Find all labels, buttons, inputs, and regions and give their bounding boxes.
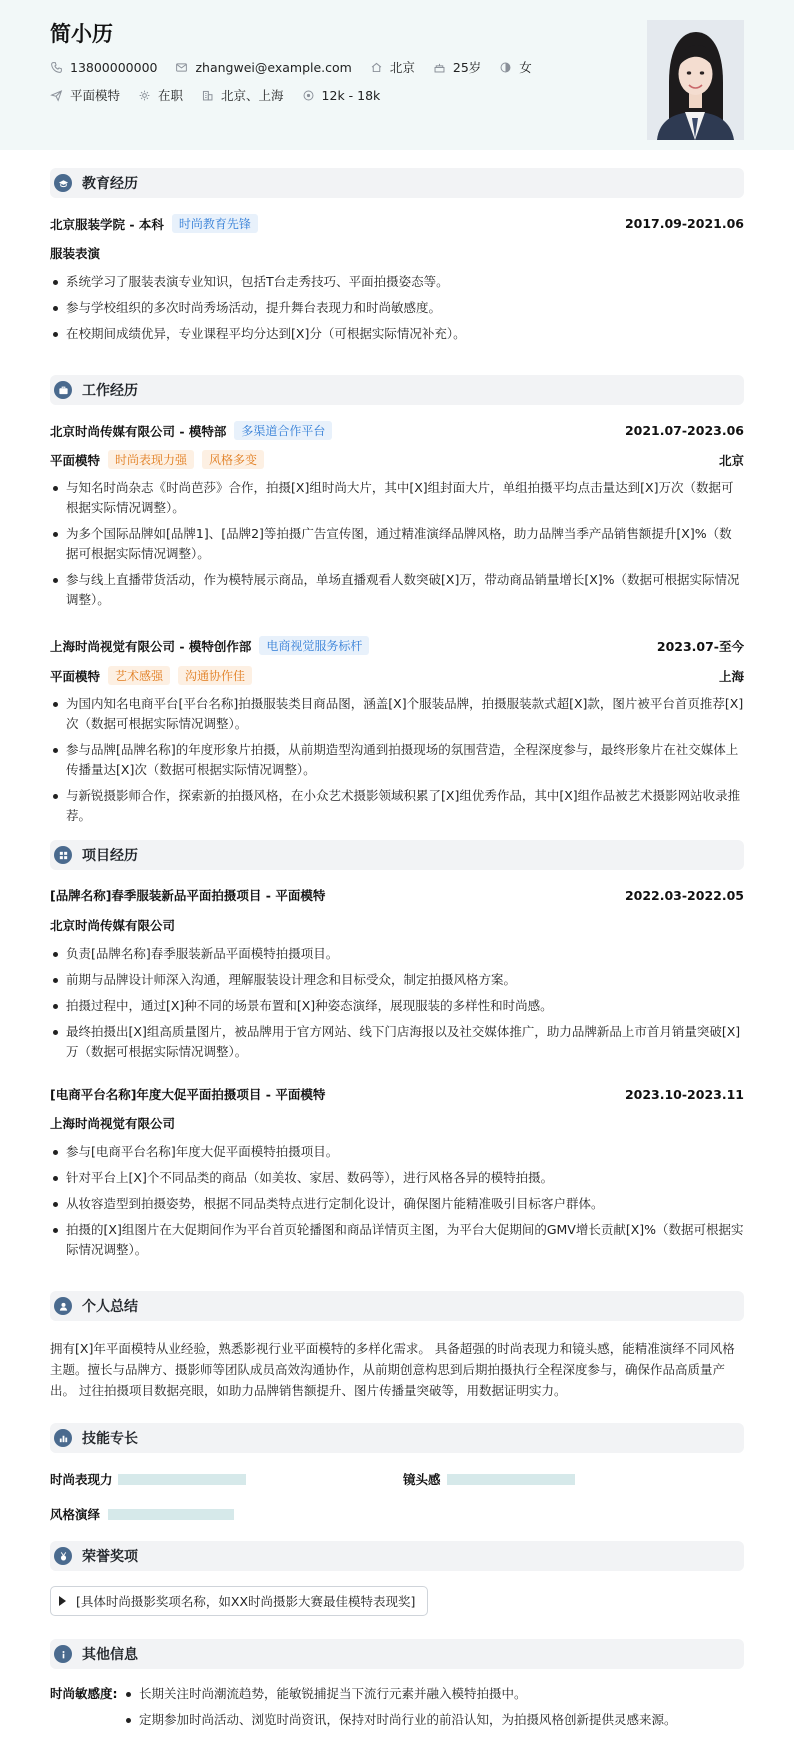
education-date: 2017.09-2021.06 <box>624 216 744 231</box>
skill-bar-fill <box>447 1474 575 1485</box>
gender-icon <box>499 61 512 74</box>
salary-text: 12k - 18k <box>321 87 381 103</box>
job-bullets <box>50 694 744 832</box>
list-item: 拍摄过程中，通过[X]种不同的场景布置和[X]种姿态演绎，展现服装的多样性和时尚感。 <box>50 996 744 1016</box>
job-entry-header <box>50 636 744 655</box>
list-item: 与知名时尚杂志《时尚芭莎》合作，拍摄[X]组时尚大片，其中[X]组封面大片，单组拍摄平均点击量达到[X]万次（数据可根据实际情况调整）。 <box>50 478 744 518</box>
job-role-row <box>50 666 744 685</box>
list-item: 参与学校组织的多次时尚秀场活动，提升舞台表现力和时尚敏感度。 <box>50 298 744 318</box>
grid-icon <box>54 846 72 864</box>
school-name: 北京服装学院 - 本科 <box>50 216 164 232</box>
award-item[interactable] <box>50 1586 428 1616</box>
awards-section-header <box>50 1541 744 1571</box>
education-major-row <box>50 244 744 262</box>
age-text: 25岁 <box>452 60 482 75</box>
other-section-header <box>50 1639 744 1669</box>
salary-item <box>302 88 381 103</box>
list-item: 从妆容造型到拍摄姿势，根据不同品类特点进行定制化设计，确保图片能精准吸引目标客户群体。 <box>50 1194 744 1214</box>
project-entry-header <box>50 1085 744 1103</box>
project-company: 上海时尚视觉有限公司 <box>50 1116 176 1131</box>
job-location: 北京 <box>718 452 744 468</box>
awards-title: 荣誉奖项 <box>82 1549 138 1565</box>
job-bullets <box>50 478 744 616</box>
project-bullets <box>50 1142 744 1266</box>
list-item: 拍摄的[X]组图片在大促期间作为平台首页轮播图和商品详情页主图，为平台大促期间的GMV增长贡献[X]%（数据可根据实际情况调整）。 <box>50 1220 744 1260</box>
email-item <box>175 60 351 75</box>
other-bullets <box>123 1684 744 1736</box>
education-title: 教育经历 <box>82 176 138 192</box>
project-name: [电商平台名称]年度大促平面拍摄项目 - 平面模特 <box>50 1087 326 1102</box>
skill-bar-fill <box>118 1474 246 1485</box>
education-entry-header <box>50 214 744 233</box>
list-item: 为多个国际品牌如[品牌1]、[品牌2]等拍摄广告宣传图，通过精准演绎品牌风格，助力品牌当季产品销售额提升[X]%（数据可根据实际情况调整）。 <box>50 524 744 564</box>
other-label: 时尚敏感度: <box>50 1686 118 1701</box>
other-title: 其他信息 <box>82 1647 138 1663</box>
job-location: 上海 <box>718 668 744 684</box>
skill-name: 风格演绎 <box>50 1507 101 1522</box>
job-date: 2023.07-至今 <box>656 638 744 654</box>
list-item: 在校期间成绩优异，专业课程平均分达到[X]分（可根据实际情况补充）。 <box>50 324 744 344</box>
skill-bar <box>108 1509 234 1520</box>
list-item: 负责[品牌名称]春季服装新品平面模特拍摄项目。 <box>50 944 744 964</box>
project-company: 北京时尚传媒有限公司 <box>50 918 176 933</box>
company-tag: 多渠道合作平台 <box>234 421 332 440</box>
phone-text: 13800000000 <box>70 59 158 75</box>
list-item: 参与品牌[品牌名称]的年度形象片拍摄，从前期造型沟通到拍摄现场的氛围营造，全程深度参与，最终形象片在社交媒体上传播量达[X]次（数据可根据实际情况调整）。 <box>50 740 744 780</box>
job-text: 平面模特 <box>70 88 121 103</box>
skills-title: 技能专长 <box>82 1431 138 1447</box>
resume-header <box>0 0 794 150</box>
job-intent-row <box>50 86 398 104</box>
company-name: 北京时尚传媒有限公司 - 模特部 <box>50 423 227 439</box>
project-company-row <box>50 1114 744 1132</box>
project-name: [品牌名称]春季服装新品平面拍摄项目 - 平面模特 <box>50 888 326 903</box>
project-entry-header <box>50 886 744 904</box>
skill-item <box>50 1505 234 1523</box>
job-role: 平面模特 <box>50 668 101 684</box>
graduation-cap-icon <box>54 174 72 192</box>
company-name: 上海时尚视觉有限公司 - 模特创作部 <box>50 638 252 654</box>
project-company-row <box>50 916 744 934</box>
project-title: 项目经历 <box>82 848 138 864</box>
info-icon <box>54 1645 72 1663</box>
triangle-right-icon <box>59 1596 66 1606</box>
skill-tag: 时尚表现力强 <box>108 450 194 469</box>
cake-icon <box>433 61 446 74</box>
work-section-header <box>50 375 744 405</box>
award-text: [具体时尚摄影奖项名称，如XX时尚摄影大赛最佳模特表现奖] <box>76 1594 416 1609</box>
candidate-name: 简小历 <box>50 22 113 46</box>
mail-icon <box>175 61 188 74</box>
phone-icon <box>50 61 63 74</box>
target-city-item <box>201 86 284 104</box>
status-item <box>138 86 183 104</box>
skill-item <box>50 1470 246 1488</box>
building-icon <box>201 89 214 102</box>
status-text: 在职 <box>158 88 184 103</box>
list-item: 针对平台上[X]个不同品类的商品（如美妆、家居、数码等），进行风格各异的模特拍摄。 <box>50 1168 744 1188</box>
education-section-header <box>50 168 744 198</box>
project-section-header <box>50 840 744 870</box>
list-item: 参与[电商平台名称]年度大促平面模特拍摄项目。 <box>50 1142 744 1162</box>
gear-icon <box>138 89 151 102</box>
coin-icon <box>302 89 315 102</box>
list-item: 与新锐摄影师合作，探索新的拍摄风格，在小众艺术摄影领域积累了[X]组优秀作品，其中[X]组作品被艺术摄影网站收录推荐。 <box>50 786 744 826</box>
list-item: 最终拍摄出[X]组高质量图片，被品牌用于官方网站、线下门店海报以及社交媒体推广，助力品牌新品上市首月销量突破[X]万（数据可根据实际情况调整）。 <box>50 1022 744 1062</box>
job-role: 平面模特 <box>50 452 101 468</box>
list-item: 参与线上直播带货活动，作为模特展示商品，单场直播观看人数突破[X]万，带动商品销量增长[X]%（数据可根据实际情况调整）。 <box>50 570 744 610</box>
company-tag: 电商视觉服务标杆 <box>259 636 369 655</box>
summary-text: 拥有[X]年平面模特从业经验，熟悉影视行业平面模特的多样化需求。 具备超强的时尚表现力和镜头感，能精准演绎不同风格主题。擅长与品牌方、摄影师等团队成员高效沟通协作，从前期创意构思到后期拍摄执行全程深度参与，确保作品高质量产出。 过往拍摄项目数据亮眼，如助力品牌销售额提升、图片传播量突破等，用数据证明实力。 <box>50 1341 735 1398</box>
city-item <box>370 58 415 76</box>
work-title: 工作经历 <box>82 383 138 399</box>
major-name: 服装表演 <box>50 246 101 261</box>
list-item: 系统学习了服装表演专业知识，包括T台走秀技巧、平面拍摄姿态等。 <box>50 272 744 292</box>
school-tag: 时尚教育先锋 <box>172 214 258 233</box>
medal-icon <box>54 1547 72 1565</box>
user-icon <box>54 1297 72 1315</box>
list-item: 长期关注时尚潮流趋势，能敏锐捕捉当下流行元素并融入模特拍摄中。 <box>123 1684 744 1704</box>
skill-bar <box>447 1474 575 1485</box>
skill-bar-fill <box>108 1509 234 1520</box>
project-date: 2022.03-2022.05 <box>624 887 744 903</box>
city-text: 北京 <box>389 60 415 75</box>
project-date: 2023.10-2023.11 <box>624 1086 744 1102</box>
list-item: 前期与品牌设计师深入沟通，理解服装设计理念和目标受众，制定拍摄风格方案。 <box>50 970 744 990</box>
project-bullets <box>50 944 744 1068</box>
skill-tag: 风格多变 <box>202 450 264 469</box>
skill-tag: 艺术感强 <box>108 666 170 685</box>
profile-photo <box>647 20 744 140</box>
job-date: 2021.07-2023.06 <box>624 423 744 438</box>
skill-name: 镜头感 <box>403 1472 441 1487</box>
send-icon <box>50 89 63 102</box>
skill-tag: 沟通协作佳 <box>178 666 252 685</box>
summary-title: 个人总结 <box>82 1299 138 1315</box>
gender-text: 女 <box>519 60 532 75</box>
job-item <box>50 86 120 104</box>
list-item: 定期参加时尚活动、浏览时尚资讯，保持对时尚行业的前沿认知，为拍摄风格创新提供灵感来源。 <box>123 1710 744 1730</box>
job-role-row <box>50 450 744 469</box>
contact-row <box>50 58 550 76</box>
skill-item <box>403 1470 575 1488</box>
list-item: 为国内知名电商平台[平台名称]拍摄服装类目商品图，涵盖[X]个服装品牌，拍摄服装款式超[X]款，图片被平台首页推荐[X]次（数据可根据实际情况调整）。 <box>50 694 744 734</box>
education-bullets <box>50 272 744 350</box>
email-text: zhangwei@example.com <box>195 59 352 75</box>
skills-section-header <box>50 1423 744 1453</box>
age-item <box>433 58 481 76</box>
gender-item <box>499 58 532 76</box>
briefcase-icon <box>54 381 72 399</box>
job-entry-header <box>50 421 744 440</box>
home-icon <box>370 61 383 74</box>
phone-item <box>50 60 157 75</box>
skill-bar <box>118 1474 246 1485</box>
summary-section-header <box>50 1291 744 1321</box>
skill-name: 时尚表现力 <box>50 1472 113 1487</box>
target-city-text: 北京、上海 <box>221 88 284 103</box>
bar-chart-icon <box>54 1429 72 1447</box>
